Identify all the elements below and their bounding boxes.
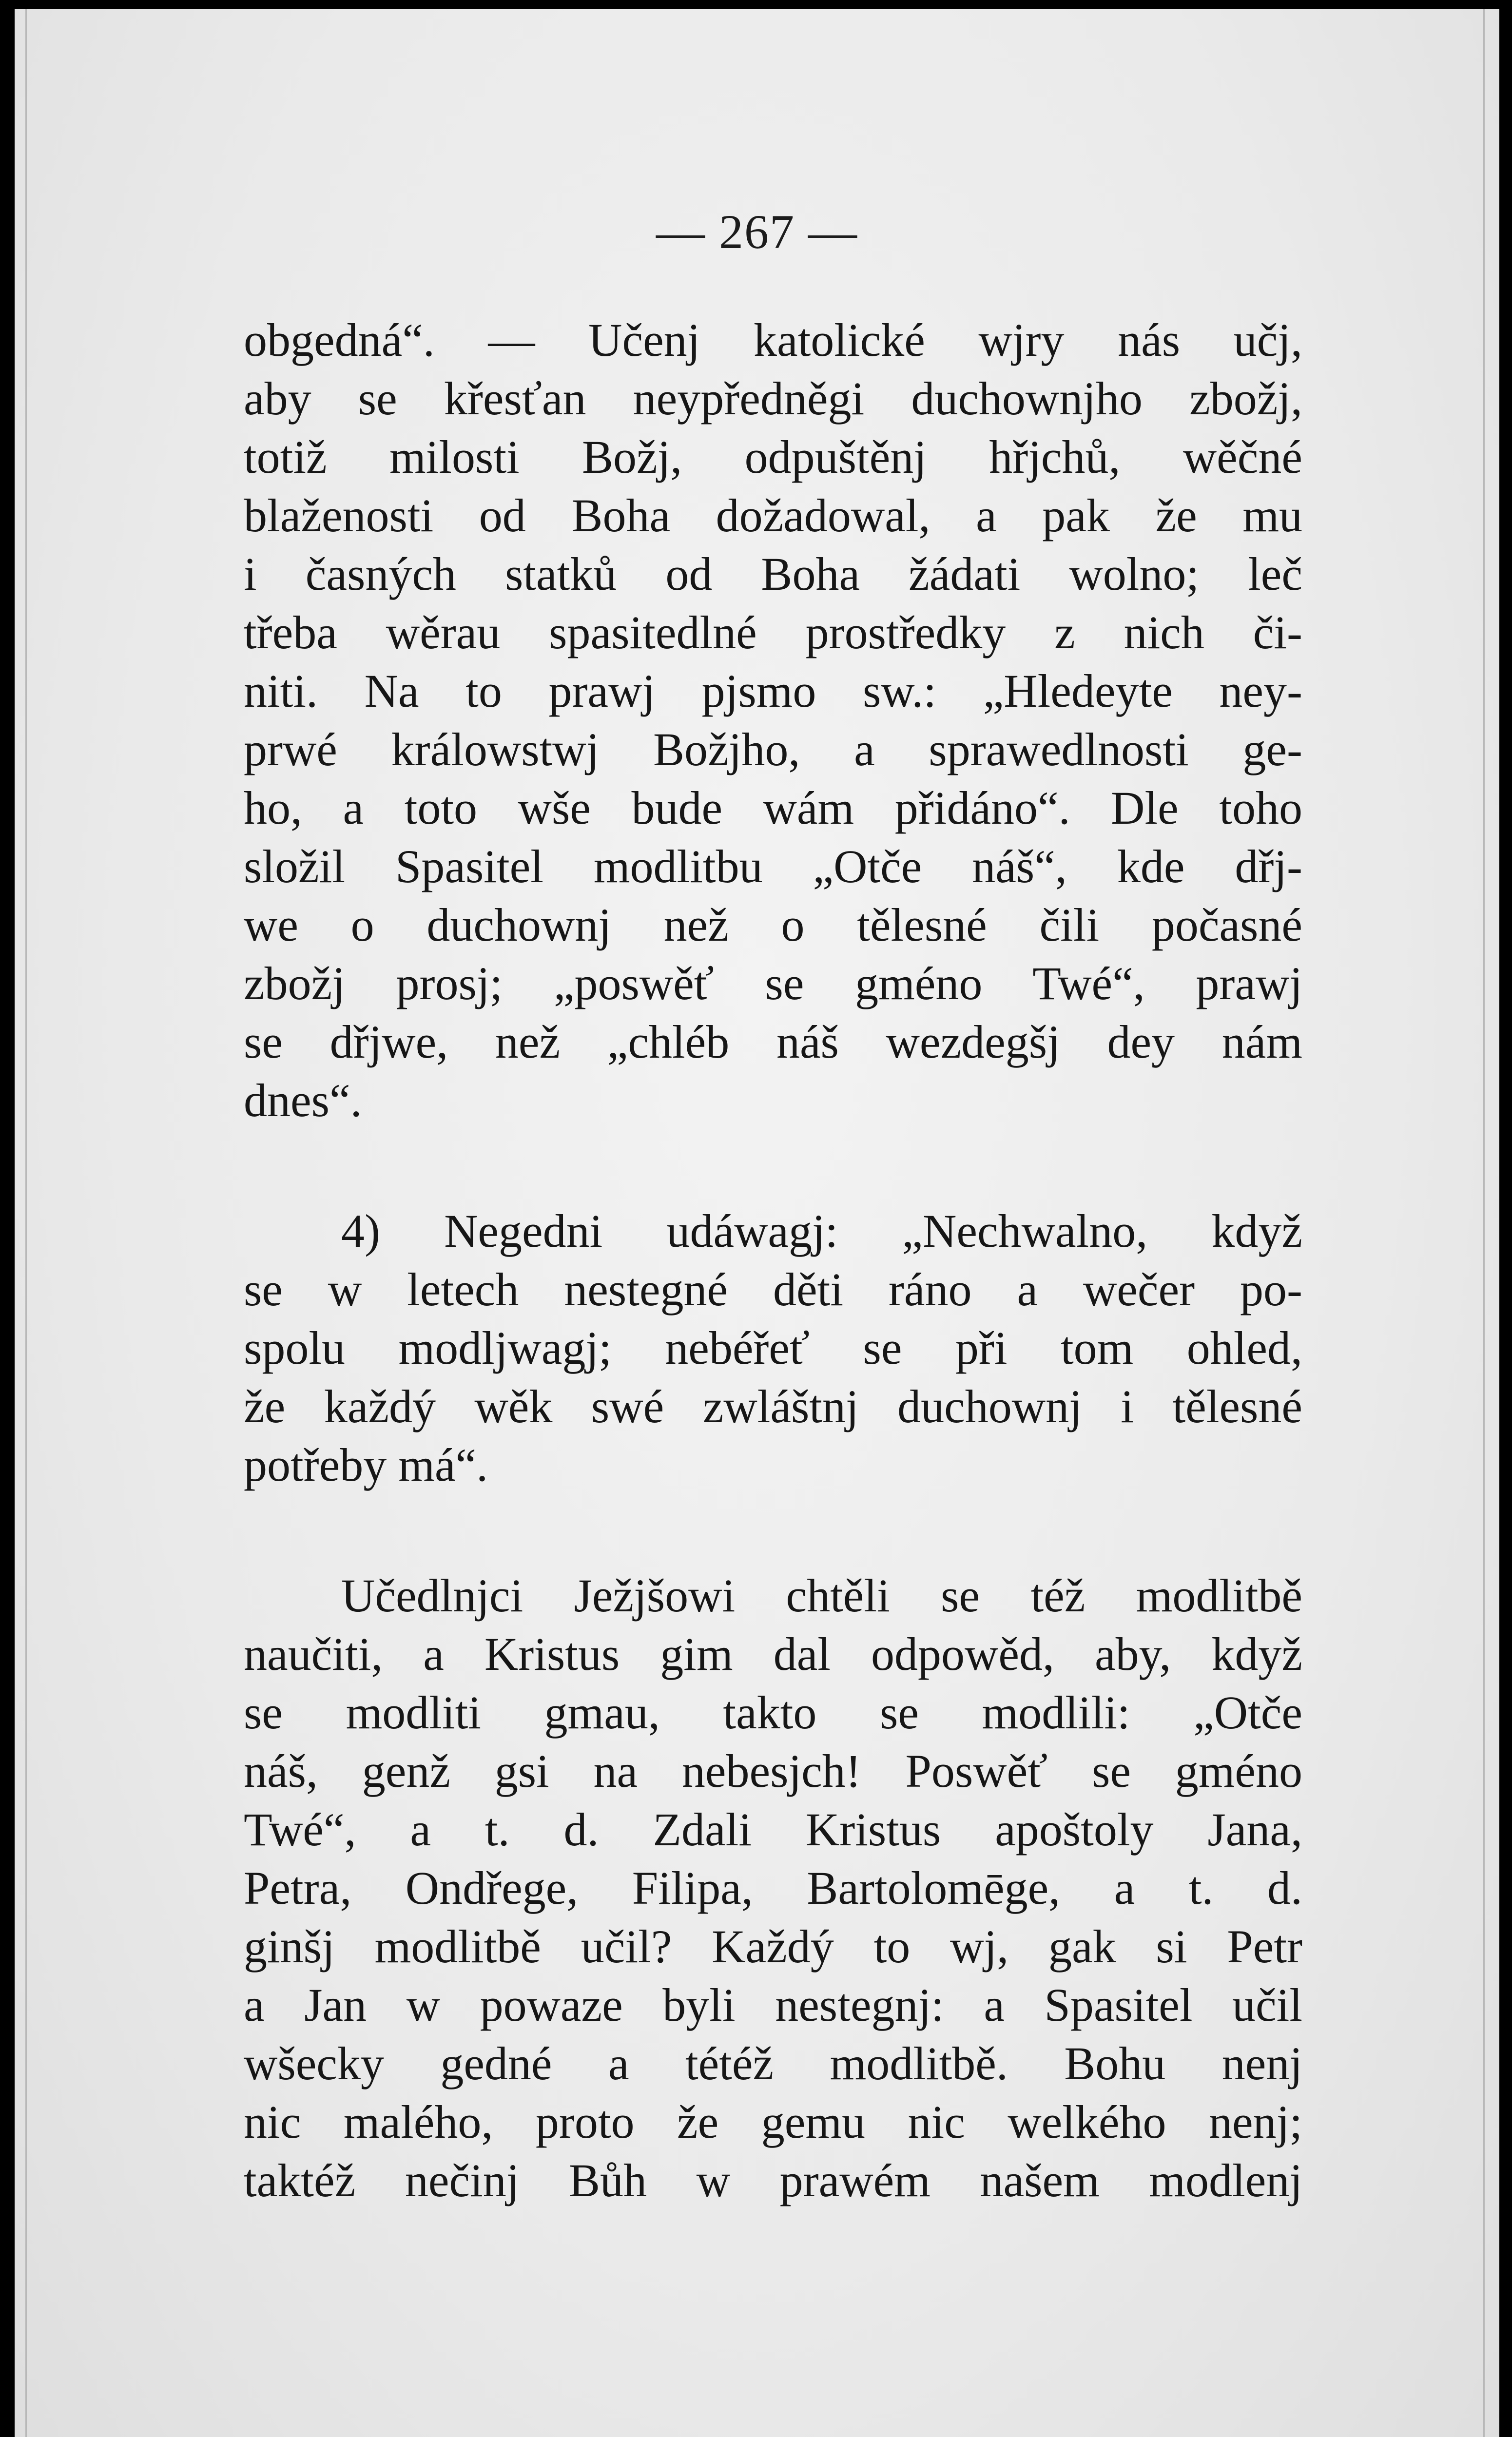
text-line: složil Spasitel modlitbu „Otče náš“, kde dřj-	[244, 840, 1302, 892]
text-line: aby se křesťan neypředněgi duchownjho zbožj,	[244, 372, 1302, 425]
text-line: se w letech nestegné děti ráno a wečer po-	[244, 1263, 1302, 1315]
text-line: i časných statků od Boha žádati wolno; leč	[244, 548, 1302, 600]
text-line: náš, genž gsi na nebesjch! Poswěť se gméno	[244, 1745, 1302, 1797]
text-line: se modliti gmau, takto se modlili: „Otče	[244, 1686, 1302, 1739]
text-line: obgedná“. — Učenj katolické wjry nás učj,	[244, 314, 1302, 366]
text-line: blaženosti od Boha dožadowal, a pak že mu	[244, 489, 1302, 542]
text-line: potřeby má“.	[244, 1439, 488, 1491]
text-line: ginšj modlitbě učil? Každý to wj, gak si Petr	[244, 1920, 1302, 1973]
text-line: nic malého, proto že gemu nic welkého nenj;	[244, 2096, 1302, 2148]
text-line: we o duchownj než o tělesné čili počasné	[244, 899, 1302, 951]
paragraph-3	[244, 1567, 1302, 2210]
page-edge-right	[1483, 9, 1485, 2437]
text-line: ho, a toto wše bude wám přidáno“. Dle toho	[244, 782, 1302, 834]
page-number: — 267 —	[656, 205, 858, 259]
text-line: se dřjwe, než „chléb náš wezdegšj dey nám	[244, 1016, 1302, 1068]
text-line: 4) Negedni udáwagj: „Nechwalno, když	[341, 1205, 1302, 1257]
text-line: a Jan w powaze byli nestegnj: a Spasitel učil	[244, 1979, 1302, 2031]
body-text	[244, 311, 1302, 2210]
text-line: Twé“, a t. d. Zdali Kristus apoštoly Jana,	[244, 1803, 1302, 1856]
text-line: taktéž nečinj Bůh w prawém našem modlenj	[244, 2154, 1302, 2206]
text-line: dnes“.	[244, 1074, 362, 1126]
text-line: wšecky gedné a tétéž modlitbě. Bohu nenj	[244, 2037, 1302, 2089]
text-line: že každý wěk swé zwláštnj duchownj i tělesné	[244, 1380, 1302, 1432]
text-line: prwé králowstwj Božjho, a sprawedlnosti ge-	[244, 723, 1302, 775]
text-line: Petra, Ondřege, Filipa, Bartolomēge, a t. d.	[244, 1862, 1302, 1914]
text-line: zbožj prosj; „poswěť se gméno Twé“, prawj	[244, 957, 1302, 1009]
text-line: třeba wěrau spasitedlné prostředky z nich či-	[244, 606, 1302, 658]
text-line: naučiti, a Kristus gim dal odpowěd, aby, když	[244, 1628, 1302, 1680]
paragraph-2	[244, 1202, 1302, 1494]
text-line: totiž milosti Božj, odpuštěnj hřjchů, wěčné	[244, 431, 1302, 483]
text-line: spolu modljwagj; nebéřeť se při tom ohled,	[244, 1322, 1302, 1374]
page-edge-left	[25, 9, 27, 2437]
book-page	[15, 9, 1499, 2437]
text-line: Učedlnjci Ježjšowi chtěli se též modlitbě	[341, 1569, 1302, 1622]
paragraph-1	[244, 311, 1302, 1130]
text-line: niti. Na to prawj pjsmo sw.: „Hledeyte ney-	[244, 665, 1302, 717]
